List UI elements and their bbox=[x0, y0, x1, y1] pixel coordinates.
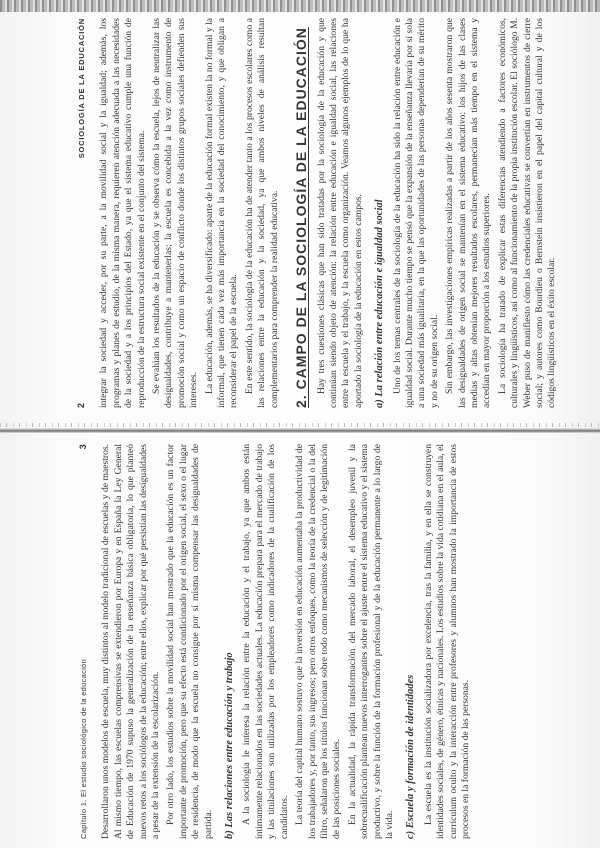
paragraph: La escuela es la institución socializadora por excelencia, tras la familia, y en ella se construyen identidades sociales, de género, étnicas y nacionales. Los estudios sobre la vida cotidiana en el aula, el currículum oculto y la interacción entre profesores y alumnos han mostrado la importancia de estos procesos en la formación de las personas. bbox=[422, 444, 471, 839]
paragraph: La sociología ha tratado de explicar estas diferencias atendiendo a factores económicos, culturales y lingüísticos, así como al funcionamiento de la propia institución escolar. El sociólogo M. Weber puso de manifiesto cómo las credenciales educativas se convertían en instrumentos de cierre social; y autores como Bourdieu o Bernstein insistieron en el papel del capital cultural y de los códigos lingüísticos en el éxito escolar. bbox=[496, 18, 558, 408]
paragraph: La educación, además, se ha diversificado: aparte de la educación formal existen la no formal y la informal, que tienen cada vez más importancia en la sociedad del conocimiento, y que obligan a reconsiderar el papel de la escuela. bbox=[203, 18, 240, 408]
binding-noise bbox=[0, 423, 600, 427]
paragraph: Uno de los temas centrales de la sociología de la educación ha sido la relación entre educación e igualdad social. Durante mucho tiempo se pensó que la expansión de la enseñanza llevaría por sí sola a una sociedad más igualitaria, en la que las oportunidades de las personas dependerían de su mérito y no de su origen social. bbox=[391, 18, 440, 408]
paragraph: Sin embargo, las investigaciones empíricas realizadas a partir de los años sesenta mostraron que las desigualdades de origen social se mantenían en el sistema educativo: los hijos de las clases medias y altas obtenían mejores resultados escolares, permanecían más tiempo en el sistema y accedían en mayor proporción a los estudios superiores. bbox=[444, 18, 493, 408]
paragraph: Hay tres cuestiones clásicas que han sido tratadas por la sociología de la educación y que continúan siendo objeto de atención: la relación entre educación e igualdad social, las relaciones entre la escuela y el trabajo, y la escuela como organización. Veamos algunos ejemplos de lo que ha aportado la sociología de la educación en estos campos. bbox=[315, 18, 364, 408]
paragraph: Se evalúan los resultados de la educación y se observa cómo la escuela, lejos de neutralizar las desigualdades, contribuye a mantenerlas; la escuela es concebida a la vez como instrumento de promoción social y como un espacio de conflicto donde los distintos grupos sociales defienden sus intereses. bbox=[151, 18, 200, 408]
paragraph: integrar la sociedad y acceder, por su parte, a la movilidad social y la igualdad; además, los programas y planes de estudio, de la misma manera, requieren atención adecuada a las necesidades de la sociedad y a los principios del Estado, ya que el sistema educativo cumple una función de reproducción de la estructura social existente en el conjunto del sistema. bbox=[98, 18, 147, 408]
paragraph: La teoría del capital humano sostuvo que la inversión en educación aumentaba la productividad de los trabajadores y, por tanto, sus ingresos; pero otros enfoques, como la teoría de la credencial o la del filtro, señalaron que los títulos funcionan sobre todo como mecanismos de selección y de legitimación de las posiciones sociales. bbox=[294, 444, 343, 839]
running-head bbox=[75, 18, 88, 408]
section-heading: 2. CAMPO DE LA SOCIOLOGÍA DE LA EDUCACIÓN bbox=[293, 27, 310, 408]
paragraph: Por otro lado, los estudios sobre la movilidad social han mostrado que la educación es un factor importante de promoción, pero que su efecto está condicionado por el origen social, el sexo o el lugar de residencia, de modo que la escuela no consigue por sí misma compensar las desigualdades de partida. bbox=[165, 444, 214, 839]
paragraph: Desarrollaron unos modelos de escuela, muy distintos al modelo tradicional de escuelas y de maestros. Al mismo tiempo, las escuelas comprensivas se extendieron por Europa y en España la Ley General de Educación de 1970 supuso la generalización de la enseñanza básica obligatoria, lo que planteó nuevos retos a los sociólogos de la educación; entre ellos, explicar por qué persistían las desigualdades a pesar de la extensión de la escolarización. bbox=[100, 444, 162, 839]
page-left bbox=[75, 18, 600, 408]
subheading: b) Las relaciones entre educación y trabajo bbox=[224, 652, 236, 839]
book-spine-shadow bbox=[0, 428, 600, 433]
paragraph: A la sociología le interesa la relación entre la educación y el trabajo, ya que ambos están íntimamente relacionados en las sociedades actuales. La educación prepara para el mercado de trabajo y las titulaciones son utilizadas por los empleadores como indicadores de la cualificación de los candidatos. bbox=[241, 444, 290, 839]
scan-edge-noise bbox=[0, 0, 600, 12]
running-title: Capítulo 1. El estudio sociológico de la educación bbox=[79, 658, 88, 839]
subheading: a) La relación entre educación e igualdad social bbox=[374, 199, 386, 408]
paragraph: En este sentido, la sociología de la educación ha de atender tanto a los procesos escolares como a las relaciones entre la educación y la sociedad, ya que ambos niveles de análisis resultan complementarios para comprender la realidad educativa. bbox=[243, 18, 280, 408]
paragraph: En la actualidad, la rápida transformación del mercado laboral, el desempleo juvenil y la sobrecualificación plantean nuevos interrogantes sobre el ajuste entre el sistema educativo y el sistema productivo, y sobre la función de la formación profesional y de la educación permanente a lo largo de la vida. bbox=[346, 444, 395, 839]
running-head bbox=[77, 444, 90, 839]
subheading: c) Escuela y formación de identidades bbox=[405, 674, 417, 839]
page-number: 2 bbox=[76, 402, 86, 408]
running-title: SOCIOLOGÍA DE LA EDUCACIÓN bbox=[77, 18, 86, 159]
page-right bbox=[77, 444, 600, 839]
page-number: 3 bbox=[78, 444, 88, 450]
